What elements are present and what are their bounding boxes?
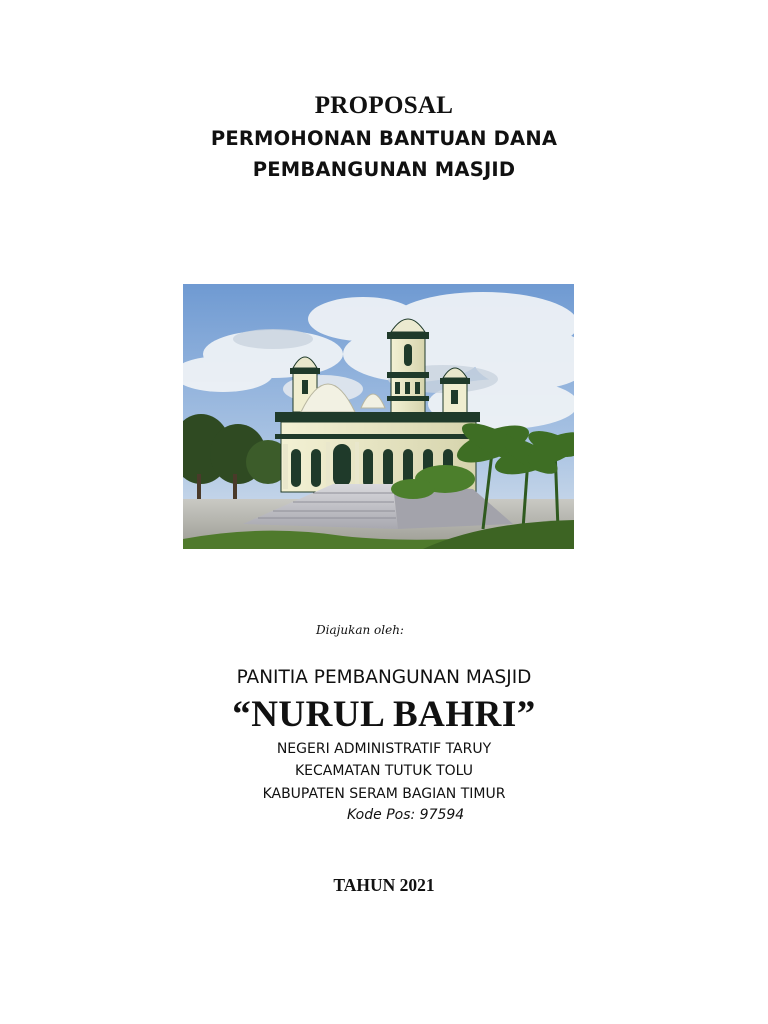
address-line-district: KECAMATAN TUTUK TOLU (294, 763, 474, 779)
mosque-photo (183, 284, 574, 549)
document-year: TAHUN 2021 (333, 875, 435, 895)
committee-name: PANITIA PEMBANGUNAN MASJID (236, 667, 532, 688)
document-subtitle-line2: PEMBANGUNAN MASJID (252, 158, 516, 181)
mosque-name: “NURUL BAHRI” (232, 694, 536, 735)
main-tower (387, 319, 429, 426)
document-subtitle-line1: PERMOHONAN BANTUAN DANA (210, 127, 558, 150)
address-line-regency: KABUPATEN SERAM BAGIAN TIMUR (262, 786, 506, 802)
submitted-by-label: Diajukan oleh: (316, 623, 404, 637)
postal-code: Kode Pos: 97594 (347, 807, 465, 823)
address-line-village: NEGERI ADMINISTRATIF TARUY (276, 741, 492, 757)
document-title: PROPOSAL (314, 92, 454, 119)
